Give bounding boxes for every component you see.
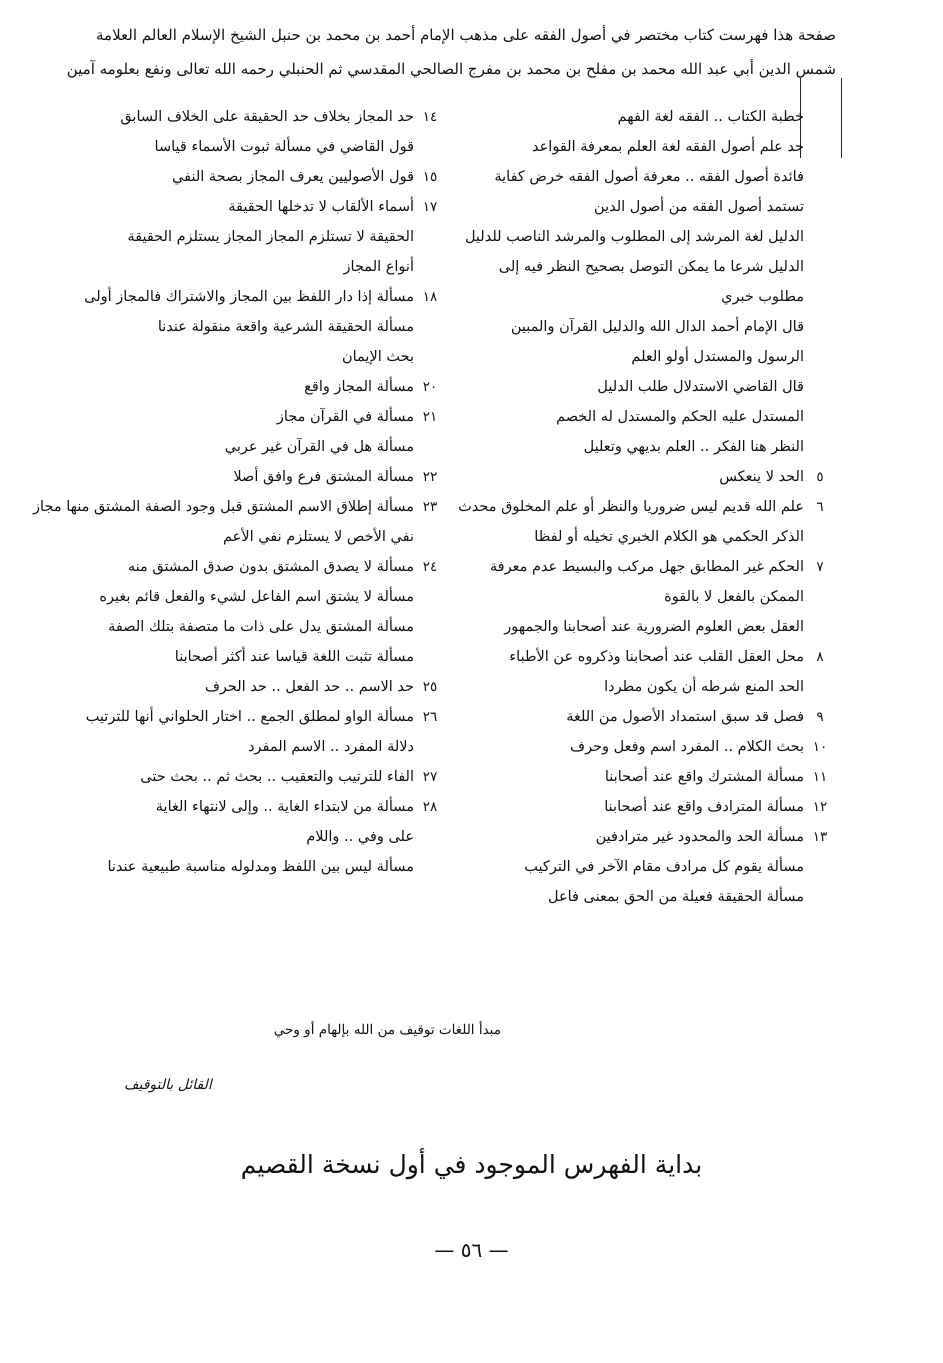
index-entry [464,162,836,192]
index-entry [464,462,836,492]
index-entry-number [804,342,836,372]
index-entry-number: ٢٨ [422,799,438,815]
manuscript-header-line-2: شمس الدين أبي عبد الله محمد بن مفلح بن محمد بن مفرج الصالحي المقدسي ثم الحنبلي رحمه الله تعالى ونفع بعلومه آمين [66,60,836,78]
index-entry-number [804,372,836,402]
index-entry-number [414,312,446,342]
index-entry-text: النظر هنا الفكر .. العلم بديهي وتعليل [583,439,804,455]
index-entry-text: قال الإمام أحمد الدال الله والدليل القرآن والمبين [510,319,804,335]
index-entry-number [414,822,446,852]
index-entry-text: مسألة الحد والمحدود غير مترادفين [595,829,804,845]
index-column-left [33,102,446,882]
index-entry [84,282,446,312]
index-entry-number [804,522,836,552]
index-entry-number: ٢٤ [422,559,438,575]
index-entry-number: ١٧ [422,199,438,215]
index-entry [100,402,446,432]
index-entry-text: مسألة المجاز واقع [304,379,414,395]
index-entry-number [414,612,446,642]
index-entry-text: مسألة لا يشتق اسم الفاعل لشيء والفعل قائم بغيره [99,589,414,605]
index-entry-number [804,102,836,132]
index-entry [85,702,446,732]
index-entry-number [804,612,836,642]
index-entry-text: مسألة إطلاق الاسم المشتق قبل وجود الصفة المشتق منها مجاز [33,499,414,515]
index-entry-number: ٢٠ [422,379,438,395]
index-entry-number: ٢٦ [422,709,438,725]
index-entry-text: قول الأصوليين يعرف المجاز بصحة النفي [172,169,414,185]
index-entry-text: مسألة ليس بين اللفظ ومدلوله مناسبة طبيعية عندنا [107,859,414,875]
index-entry [100,612,446,642]
index-entry-text: مسألة يقوم كل مرادف مقام الآخر في التركيب [524,859,804,875]
index-entry-number: ١٣ [812,829,828,845]
index-entry [464,552,836,582]
index-entry-number: ١٨ [422,289,438,305]
index-entry [100,102,446,132]
index-entry-text: الحد لا ينعكس [719,469,804,485]
index-entry [464,612,836,642]
index-entry [464,342,836,372]
index-entry-number [804,222,836,252]
index-entry-text: الممكن بالفعل لا بالقوة [664,589,804,605]
index-entry-number: ٢٢ [422,469,438,485]
index-entry-text: بحث الإيمان [341,349,414,365]
index-entry-number: ٢٥ [422,679,438,695]
manuscript-footer-note: مبدأ اللغات توقيف من الله بإلهام أو وحي [273,1022,501,1038]
index-entry-text: تستمد أصول الفقه من أصول الدين [594,199,804,215]
index-entry-text: فصل قد سبق استمداد الأصول من اللغة [566,709,804,725]
index-entry [464,642,836,672]
index-entry [464,102,836,132]
index-entry [464,132,836,162]
index-entry [464,732,836,762]
index-entry-text: علم الله قديم ليس ضروريا والنظر أو علم المخلوق محدث [458,499,804,515]
index-entry [100,192,446,222]
index-entry [100,792,446,822]
index-entry [100,762,446,792]
index-entry [100,312,446,342]
index-entry-number: ١٥ [422,169,438,185]
index-entry-text: حد علم أصول الفقه لغة العلم بمعرفة القواعد [532,139,804,155]
index-entry-text: أنواع المجاز [343,259,414,275]
index-entry-text: مسألة الواو لمطلق الجمع .. اختار الحلواني أنها للترتيب [85,709,414,725]
index-entry [464,222,836,252]
index-entry [100,462,446,492]
index-entry [100,222,446,252]
index-entry-number [804,582,836,612]
index-entry [464,282,836,312]
index-entry-text: مطلوب خبري [721,289,804,305]
page-caption: بداية الفهرس الموجود في أول نسخة القصيم [240,1150,703,1179]
index-entry-text: مسألة المشتق يدل على ذات ما متصفة بتلك الصفة [108,619,414,635]
index-entry-text: مسألة المشتق فرع وافق أصلا [233,469,414,485]
index-entry-number: ٦ [816,499,824,515]
index-entry-text: الحقيقة لا تستلزم المجاز المجاز يستلزم الحقيقة [127,229,414,245]
index-entry-text: المستدل عليه الحكم والمستدل له الخصم [556,409,804,425]
index-entry-text: الذكر الحكمي هو الكلام الخبري تخيله أو لفظا [534,529,804,545]
index-entry-number [414,522,446,552]
index-entry-number [804,192,836,222]
index-entry-text: نفي الأخص لا يستلزم نفي الأعم [223,529,414,545]
index-entry [464,402,836,432]
index-entry-text: حد المجاز بخلاف حد الحقيقة على الخلاف السابق [120,109,414,125]
index-entry-text: مسألة لا يصدق المشتق بدون صدق المشتق منه [127,559,414,575]
index-entry-number [804,312,836,342]
index-entry [464,252,836,282]
index-entry [100,432,446,462]
index-entry-text: فائدة أصول الفقه .. معرفة أصول الفقه خرض كفاية [494,169,804,185]
manuscript-scan [33,12,836,1097]
index-entry-number [804,282,836,312]
index-entry-number: ٩ [816,709,824,725]
index-entry-number [804,882,836,912]
index-entry-text: خطبة الكتاب .. الفقه لغة الفهم [617,109,804,125]
index-entry-number [414,222,446,252]
index-entry-number [414,732,446,762]
index-entry-text: الفاء للترتيب والتعقيب .. بحث ثم .. بحث حتى [140,769,414,785]
index-entry-text: مسألة الحقيقة فعيلة من الحق بمعنى فاعل [547,889,804,905]
index-entry [100,372,446,402]
index-entry [100,522,446,552]
index-entry [458,492,836,522]
index-entry [100,162,446,192]
index-entry [464,432,836,462]
index-entry [100,732,446,762]
index-entry-number [414,642,446,672]
index-entry [464,882,836,912]
index-entry-number [804,852,836,882]
index-entry [464,312,836,342]
index-entry-text: مسألة المشترك واقع عند أصحابنا [604,769,804,785]
index-entry [464,522,836,552]
index-entry-text: قال القاضي الاستدلال طلب الدليل [597,379,804,395]
index-entry-text: مسألة الحقيقة الشرعية واقعة منقولة عندنا [157,319,414,335]
index-entry-text: الدليل شرعا ما يمكن التوصل بصحيح النظر فيه إلى [498,259,804,275]
index-entry [100,642,446,672]
index-entry [464,762,836,792]
index-entry [464,822,836,852]
index-entry-number [804,672,836,702]
index-entry-number: ١٠ [812,739,828,755]
index-entry [100,822,446,852]
index-entry-text: مسألة المترادف واقع عند أصحابنا [604,799,804,815]
index-entry-text: مسألة إذا دار اللفظ بين المجاز والاشتراك فالمجاز أولى [84,289,414,305]
index-entry [100,552,446,582]
index-entry-number: ١٢ [812,799,828,815]
index-entry [100,582,446,612]
index-entry-number [804,252,836,282]
index-entry-number [414,582,446,612]
index-entry-number: ٥ [816,469,824,485]
index-entry-number [804,162,836,192]
index-entry-text: بحث الكلام .. المفرد اسم وفعل وحرف [570,739,804,755]
index-entry [464,672,836,702]
index-entry-text: الدليل لغة المرشد إلى المطلوب والمرشد الناصب للدليل [464,229,804,245]
index-entry-number: ٨ [816,649,824,665]
index-entry-number [414,852,446,882]
index-entry-number [804,132,836,162]
index-entry-number: ٢٣ [422,499,438,515]
index-entry-number [414,252,446,282]
index-entry [33,492,446,522]
manuscript-header-line-1: صفحة هذا فهرست كتاب مختصر في أصول الفقه على مذهب الإمام أحمد بن محمد بن حنبل الشيخ الإسلام العالم العلامة [96,26,836,44]
index-entry-number: ١١ [812,769,828,785]
index-entry [464,582,836,612]
index-entry-text: مسألة من لابتداء الغاية .. وإلى لانتهاء الغاية [155,799,414,815]
index-entry [100,852,446,882]
page-number: — ٥٦ — [434,1238,509,1262]
index-entry-number [414,132,446,162]
index-entry-number: ٢٧ [422,769,438,785]
index-entry-text: مسألة تثبت اللغة قياسا عند أكثر أصحابنا [174,649,414,665]
index-entry-number: ٧ [816,559,824,575]
index-entry-text: على وفي .. واللام [306,829,414,845]
index-entry-number: ١٤ [422,109,438,125]
index-entry-text: أسماء الألقاب لا تدخلها الحقيقة [228,199,414,215]
index-entry-text: العقل بعض العلوم الضرورية عند أصحابنا والجمهور [504,619,804,635]
index-entry [464,852,836,882]
index-entry-number [804,432,836,462]
index-entry-number [414,342,446,372]
index-entry-text: مسألة هل في القرآن غير عربي [224,439,414,455]
index-entry [100,132,446,162]
index-entry [100,252,446,282]
index-entry-number [804,402,836,432]
index-entry-number: ٢١ [422,409,438,425]
index-entry-text: الرسول والمستدل أولو العلم [631,349,804,365]
index-entry-text: الحد المنع شرطه أن يكون مطردا [604,679,804,695]
index-entry-text: حد الاسم .. حد الفعل .. حد الحرف [204,679,414,695]
index-entry-text: مسألة في القرآن مجاز [276,409,414,425]
index-entry-text: دلالة المفرد .. الاسم المفرد [248,739,414,755]
index-column-right [458,102,836,912]
index-entry [464,792,836,822]
index-entry-text: محل العقل القلب عند أصحابنا وذكروه عن الأطباء [509,649,804,665]
index-entry [464,702,836,732]
index-entry [464,192,836,222]
manuscript-signature-note: القائل بالتوقيف [124,1077,212,1093]
index-entry-text: قول القاضي في مسألة ثبوت الأسماء قياسا [154,139,414,155]
index-entry-text: الحكم غير المطابق جهل مركب والبسيط عدم معرفة [489,559,804,575]
index-entry [100,342,446,372]
index-entry [464,372,836,402]
index-entry-number [414,432,446,462]
index-entry [100,672,446,702]
